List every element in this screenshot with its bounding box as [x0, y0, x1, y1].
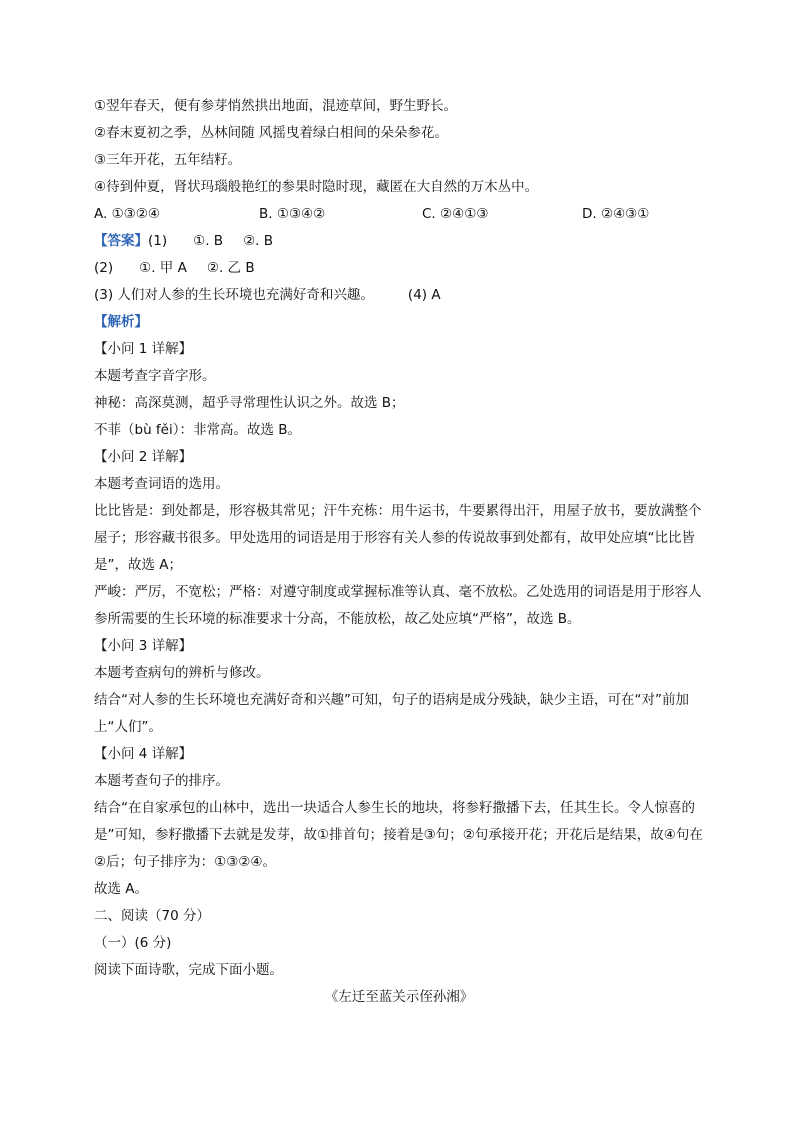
- sentence-1: ①翌年春天，便有参芽悄然拱出地面，混迹草间，野生野长。: [94, 98, 458, 114]
- sentence-3: ③三年开花，五年结籽。: [94, 152, 242, 168]
- q1-line-2: 神秘：高深莫测，超乎寻常理性认识之外。故选 B；: [94, 395, 405, 411]
- option-a: A. ①③②④: [94, 206, 160, 222]
- q1-line-1: 本题考查字音字形。: [94, 368, 216, 384]
- sentence-2: ②春末夏初之季，丛林间随 风摇曳着绿白相间的朵朵参花。: [94, 125, 448, 141]
- q2-paragraph-1: 比比皆是：到处都是，形容极其常见；汗牛充栋：用牛运书，牛要累得出汗，用屋子放书，要放满整个屋子；形容藏书很多。甲处选用的词语是用于形容有关人参的传说故事到处都有，故甲处应填“比比皆是”，故选 A；: [94, 503, 702, 573]
- answer-q1-b: ②. B: [243, 233, 274, 249]
- document-page: [94, 93, 704, 1011]
- q1-line-3: 不菲（bù fěi）：非常高。故选 B。: [94, 422, 302, 438]
- option-d: D. ②④③①: [582, 206, 650, 222]
- answer-q2-a: ①. 甲 A: [139, 260, 187, 276]
- q2-intro: 本题考查词语的选用。: [94, 476, 229, 492]
- q2-title: 【小问 2 详解】: [94, 449, 193, 465]
- answer-q3: (3) 人们对人参的生长环境也充满好奇和兴趣。: [94, 287, 374, 303]
- q4-intro: 本题考查句子的排序。: [94, 773, 229, 789]
- answer-line-2: [94, 255, 704, 282]
- answer-q1-number: (1): [148, 233, 168, 249]
- answer-q1-a: ①. B: [193, 233, 224, 249]
- answer-line-3: [94, 282, 704, 309]
- poem-title: 《左迁至蓝关示侄孙湘》: [324, 989, 474, 1005]
- answer-q2-number: (2): [94, 260, 114, 276]
- answer-q4: (4) A: [407, 287, 441, 303]
- section2-heading: 二、阅读（70 分）: [94, 908, 210, 924]
- section2-subheading: （一）(6 分): [94, 935, 172, 951]
- q4-paragraph: 结合“在自家承包的山林中，选出一块适合人参生长的地块，将参籽撒播下去，任其生长。令人惊喜的是”可知，参籽撒播下去就是发芽，故①排首句；接着是③句；②句承接开花；开花后是结果，故④句在②后；句子排序为：①③②④。: [94, 800, 703, 870]
- answer-q2-b: ②. 乙 B: [206, 260, 255, 276]
- sentence-4: ④待到仲夏，肾状玛瑙般艳红的参果时隐时现，藏匿在大自然的万木丛中。: [94, 179, 539, 195]
- q4-title: 【小问 4 详解】: [94, 746, 193, 762]
- q3-paragraph: 结合“对人参的生长环境也充满好奇和兴趣”可知，句子的语病是成分残缺，缺少主语，可在“对”前加上“人们”。: [94, 692, 689, 735]
- answer-label: 【答案】: [94, 233, 148, 249]
- q2-paragraph-2: 严峻：严厉，不宽松；严格：对遵守制度或掌握标准等认真、毫不放松。乙处选用的词语是用于形容人参所需要的生长环境的标准要求十分高，不能放松，故乙处应填“严格”，故选 B。: [94, 584, 702, 627]
- answer-line-1: [94, 228, 704, 255]
- option-b: B. ①③④②: [259, 206, 326, 222]
- q1-title: 【小问 1 详解】: [94, 341, 193, 357]
- q4-conclusion: 故选 A。: [94, 881, 149, 897]
- q3-title: 【小问 3 详解】: [94, 638, 193, 654]
- q3-intro: 本题考查病句的辨析与修改。: [94, 665, 270, 681]
- option-c: C. ②④①③: [422, 206, 489, 222]
- section2-instruction: 阅读下面诗歌，完成下面小题。: [94, 962, 283, 978]
- options-row: [94, 201, 704, 228]
- analysis-label: 【解析】: [94, 314, 148, 330]
